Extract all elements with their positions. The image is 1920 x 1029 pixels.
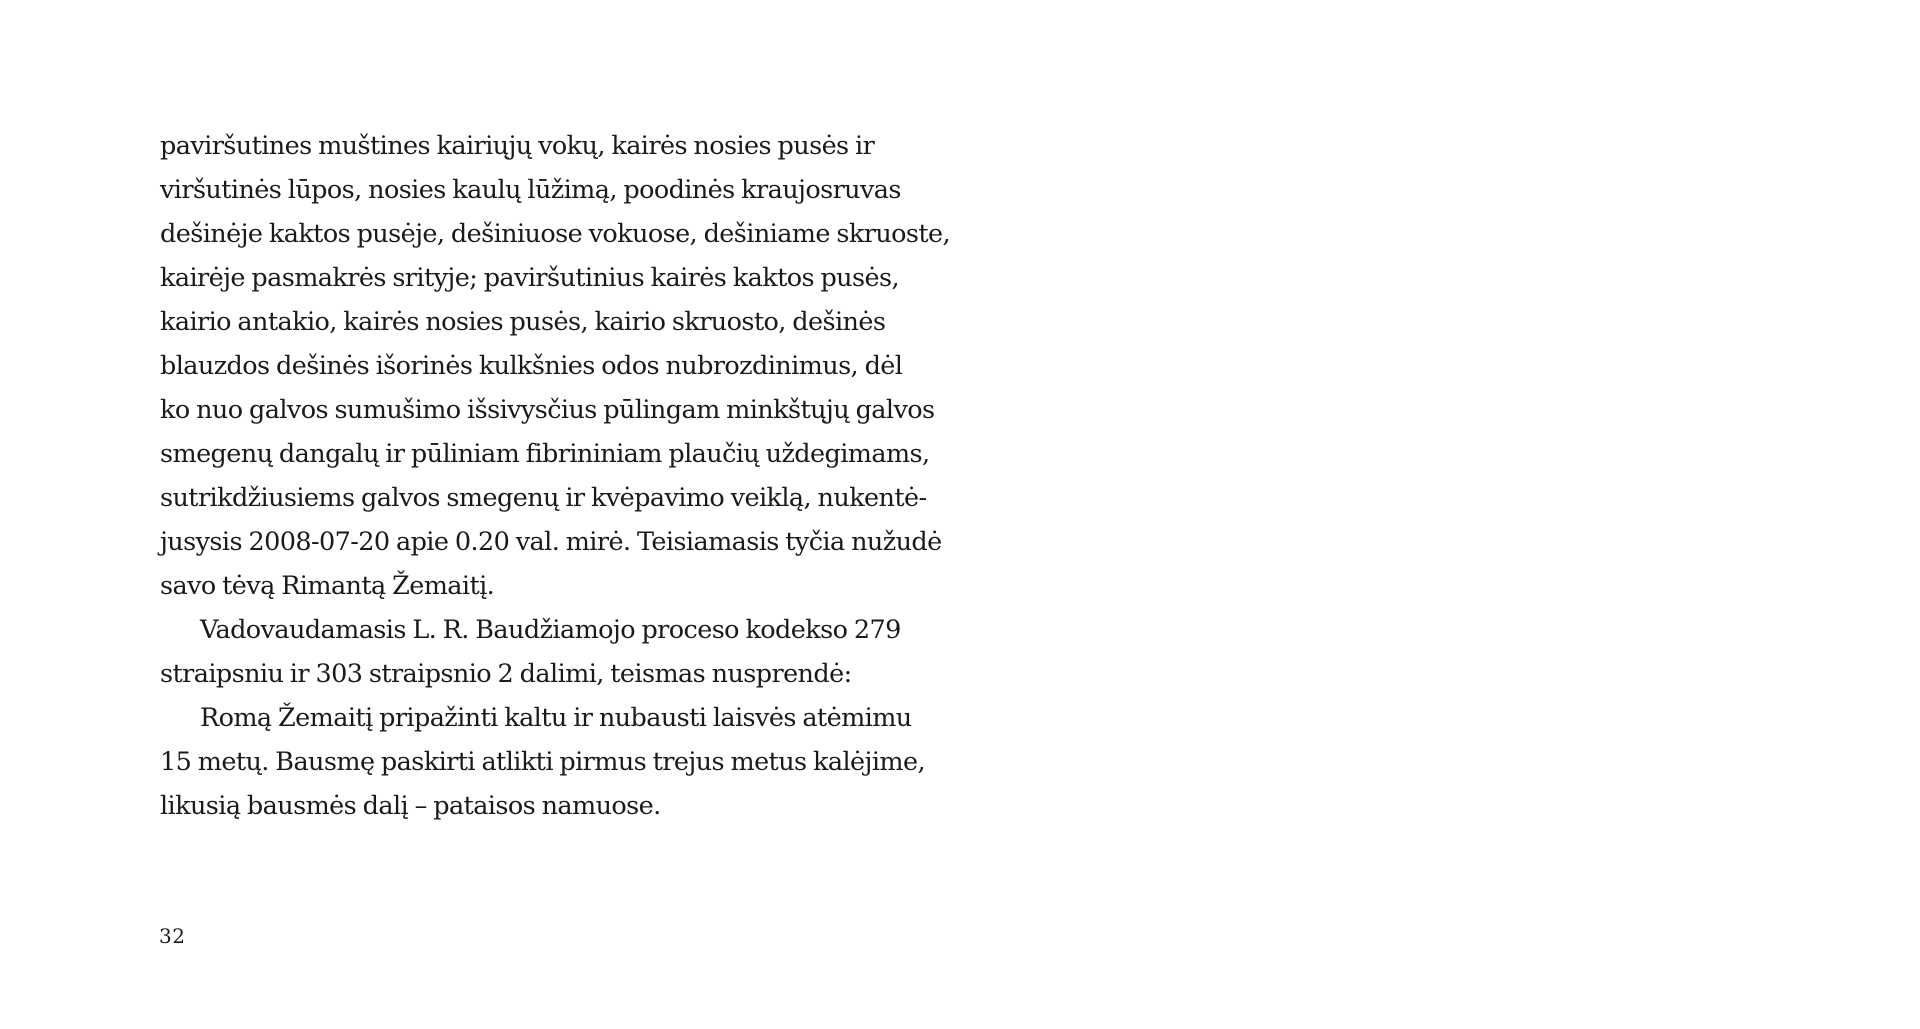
text-line: sutrikdžiusiems galvos smegenų ir kvėpavimo veiklą, nukentė-	[160, 483, 927, 513]
body-text	[160, 124, 951, 828]
paragraph-line: Romą Žemaitį pripažinti kaltu ir nubausti laisvės atėmimu	[200, 703, 912, 733]
text-line: savo tėvą Rimantą Žemaitį.	[160, 571, 495, 601]
text-line: blauzdos dešinės išorinės kulkšnies odos nubrozdinimus, dėl	[160, 351, 903, 381]
text-line: ko nuo galvos sumušimo išsivysčius pūlingam minkštųjų galvos	[160, 395, 935, 425]
text-line: straipsniu ir 303 straipsnio 2 dalimi, teismas nusprendė:	[160, 659, 852, 689]
text-line: kairėje pasmakrės srityje; paviršutinius kairės kaktos pusės,	[160, 263, 899, 293]
text-line: paviršutines muštines kairiųjų vokų, kairės nosies pusės ir	[160, 131, 875, 161]
text-line: 15 metų. Bausmę paskirti atlikti pirmus trejus metus kalėjime,	[160, 747, 925, 777]
text-line: likusią bausmės dalį – pataisos namuose.	[160, 791, 661, 821]
text-line: jusysis 2008-07-20 apie 0.20 val. mirė. Teisiamasis tyčia nužudė	[160, 527, 942, 557]
text-line: dešinėje kaktos pusėje, dešiniuose vokuose, dešiniame skruoste,	[160, 219, 951, 249]
paragraph-line: Vadovaudamasis L. R. Baudžiamojo proceso kodekso 279	[200, 615, 901, 645]
text-line: viršutinės lūpos, nosies kaulų lūžimą, poodinės kraujosruvas	[160, 175, 901, 205]
page-number: 32	[159, 924, 186, 948]
text-line: kairio antakio, kairės nosies pusės, kairio skruosto, dešinės	[160, 307, 886, 337]
text-line: smegenų dangalų ir pūliniam fibrininiam plaučių uždegimams,	[160, 439, 930, 469]
